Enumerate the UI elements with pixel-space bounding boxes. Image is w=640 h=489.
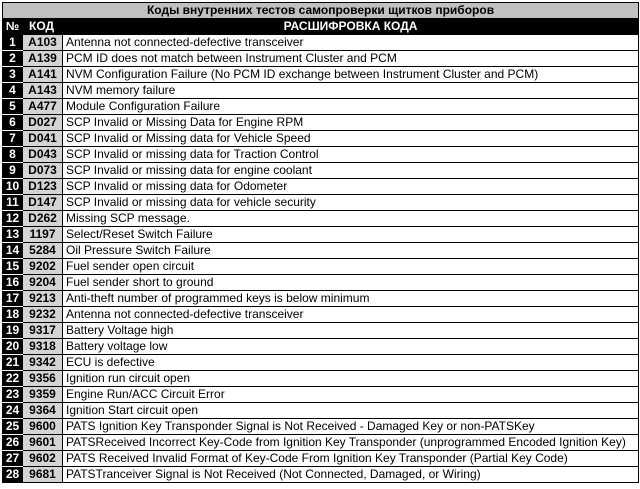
row-description: Antenna not connected-defective transceiver [63, 307, 639, 323]
row-description: PATSTranceiver Signal is Not Received (Not Connected, Damaged, or Wiring) [63, 467, 639, 483]
table-row [3, 339, 639, 355]
row-description: SCP Invalid or Missing Data for Engine RPM [63, 115, 639, 131]
table-row [3, 307, 639, 323]
row-code: 9202 [23, 259, 63, 275]
table-row [3, 291, 639, 307]
header-description: РАСШИФРОВКА КОДА [63, 19, 639, 35]
row-description: Oil Pressure Switch Failure [63, 243, 639, 259]
row-code: D027 [23, 115, 63, 131]
header-code: КОД [23, 19, 63, 35]
table-row [3, 275, 639, 291]
row-number: 3 [3, 67, 23, 83]
row-description: PCM ID does not match between Instrument Cluster and PCM [63, 51, 639, 67]
row-number: 2 [3, 51, 23, 67]
row-description: NVM memory failure [63, 83, 639, 99]
row-number: 14 [3, 243, 23, 259]
table-row [3, 227, 639, 243]
row-number: 10 [3, 179, 23, 195]
table-row [3, 323, 639, 339]
row-description: PATSReceived Incorrect Key-Code from Ignition Key Transponder (unprogrammed Encoded Ignition Key) [63, 435, 639, 451]
table-header-row [3, 19, 639, 35]
table-row [3, 243, 639, 259]
row-description: ECU is defective [63, 355, 639, 371]
row-description: SCP Invalid or missing data for vehicle security [63, 195, 639, 211]
table-row [3, 371, 639, 387]
row-description: SCP Invalid or missing data for Traction Control [63, 147, 639, 163]
row-code: 9359 [23, 387, 63, 403]
row-number: 21 [3, 355, 23, 371]
row-code: A477 [23, 99, 63, 115]
row-description: Battery voltage low [63, 339, 639, 355]
row-code: D043 [23, 147, 63, 163]
row-number: 18 [3, 307, 23, 323]
table-row [3, 147, 639, 163]
row-code: A139 [23, 51, 63, 67]
row-number: 12 [3, 211, 23, 227]
table-row [3, 115, 639, 131]
table-row [3, 355, 639, 371]
row-description: Ignition Start circuit open [63, 403, 639, 419]
row-description: SCP Invalid or Missing data for Vehicle Speed [63, 131, 639, 147]
row-description: Fuel sender short to ground [63, 275, 639, 291]
row-number: 19 [3, 323, 23, 339]
row-description: SCP Invalid or missing data for engine coolant [63, 163, 639, 179]
row-number: 7 [3, 131, 23, 147]
table-row [3, 211, 639, 227]
row-number: 4 [3, 83, 23, 99]
row-code: 9318 [23, 339, 63, 355]
row-description: NVM Configuration Failure (No PCM ID exchange between Instrument Cluster and PCM) [63, 67, 639, 83]
table-row [3, 163, 639, 179]
row-number: 23 [3, 387, 23, 403]
row-code: D123 [23, 179, 63, 195]
row-number: 20 [3, 339, 23, 355]
table-row [3, 419, 639, 435]
row-number: 22 [3, 371, 23, 387]
row-code: A103 [23, 35, 63, 51]
table-title-row [3, 3, 639, 19]
row-code: 9681 [23, 467, 63, 483]
row-number: 8 [3, 147, 23, 163]
row-code: 5284 [23, 243, 63, 259]
row-description: Module Configuration Failure [63, 99, 639, 115]
row-code: 1197 [23, 227, 63, 243]
row-code: 9601 [23, 435, 63, 451]
table-row [3, 451, 639, 467]
row-number: 5 [3, 99, 23, 115]
row-code: D041 [23, 131, 63, 147]
row-number: 24 [3, 403, 23, 419]
header-number: № [3, 19, 23, 35]
row-code: 9232 [23, 307, 63, 323]
table-row [3, 259, 639, 275]
row-code: 9342 [23, 355, 63, 371]
row-code: A141 [23, 67, 63, 83]
table-row [3, 99, 639, 115]
table-row [3, 387, 639, 403]
row-description: Ignition run circuit open [63, 371, 639, 387]
row-description: Battery Voltage high [63, 323, 639, 339]
row-code: D147 [23, 195, 63, 211]
codes-table [2, 2, 639, 483]
row-number: 25 [3, 419, 23, 435]
row-number: 9 [3, 163, 23, 179]
table-row [3, 35, 639, 51]
table-row [3, 179, 639, 195]
row-code: D073 [23, 163, 63, 179]
row-code: 9356 [23, 371, 63, 387]
row-code: 9204 [23, 275, 63, 291]
table-row [3, 435, 639, 451]
row-code: D262 [23, 211, 63, 227]
row-description: Fuel sender open circuit [63, 259, 639, 275]
table-row [3, 131, 639, 147]
row-code: 9600 [23, 419, 63, 435]
row-description: Anti-theft number of programmed keys is below minimum [63, 291, 639, 307]
row-number: 17 [3, 291, 23, 307]
row-description: Antenna not connected-defective transceiver [63, 35, 639, 51]
row-code: 9364 [23, 403, 63, 419]
row-description: PATS Ignition Key Transponder Signal is Not Received - Damaged Key or non-PATSKey [63, 419, 639, 435]
row-number: 11 [3, 195, 23, 211]
table-body [3, 35, 639, 483]
table-row [3, 83, 639, 99]
row-description: PATS Received Invalid Format of Key-Code From Ignition Key Transponder (Partial Key Code) [63, 451, 639, 467]
row-number: 28 [3, 467, 23, 483]
table-row [3, 51, 639, 67]
row-number: 6 [3, 115, 23, 131]
table-row [3, 67, 639, 83]
row-code: 9317 [23, 323, 63, 339]
row-code: 9602 [23, 451, 63, 467]
row-code: 9213 [23, 291, 63, 307]
table-row [3, 467, 639, 483]
row-number: 16 [3, 275, 23, 291]
row-number: 27 [3, 451, 23, 467]
row-number: 13 [3, 227, 23, 243]
table-row [3, 195, 639, 211]
codes-table-container [2, 2, 638, 483]
row-description: Missing SCP message. [63, 211, 639, 227]
table-title: Коды внутренних тестов самопроверки щитков приборов [3, 3, 639, 19]
row-number: 26 [3, 435, 23, 451]
row-description: SCP Invalid or missing data for Odometer [63, 179, 639, 195]
row-description: Engine Run/ACC Circuit Error [63, 387, 639, 403]
row-number: 1 [3, 35, 23, 51]
row-description: Select/Reset Switch Failure [63, 227, 639, 243]
row-code: A143 [23, 83, 63, 99]
row-number: 15 [3, 259, 23, 275]
table-row [3, 403, 639, 419]
